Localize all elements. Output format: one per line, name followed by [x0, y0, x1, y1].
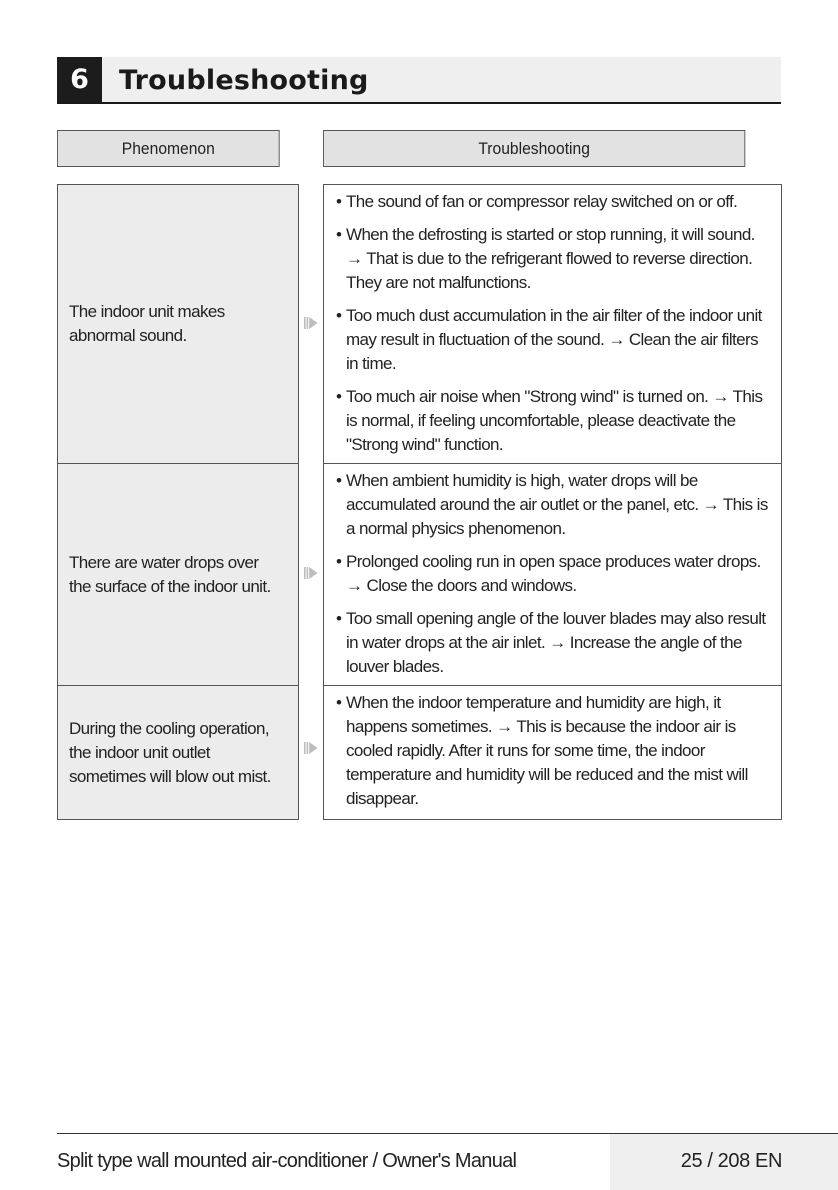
arrow-right-icon — [304, 566, 318, 580]
solution-item: • Too much dust accumulation in the air filter of the indoor unit may result in fluctuation of the sound. → Clean the air filters in time. — [336, 304, 771, 376]
solution-item: • The sound of fan or compressor relay switched on or off. — [336, 190, 771, 214]
solution-cell-3 — [323, 685, 782, 820]
solution-item: • When the indoor temperature and humidity are high, it happens sometimes. → This is because the indoor air is cooled rapidly. After it runs for some time, the indoor temperature and humidity will be reduced and the mist will disappear. — [336, 691, 771, 811]
footer-manual-title: Split type wall mounted air-conditioner / Owner's Manual — [57, 1150, 517, 1172]
solution-item: • Too small opening angle of the louver blades may also result in water drops at the air inlet. → Increase the angle of the louver blades. — [336, 607, 771, 679]
solution-cell-1 — [323, 184, 782, 464]
arrow-right-icon — [304, 741, 318, 755]
solution-item: • Too much air noise when "Strong wind" is turned on. → This is normal, if feeling uncomfortable, please deactivate the "Strong wind" function. — [336, 385, 771, 457]
solution-item: • Prolonged cooling run in open space produces water drops. → Close the doors and windows. — [336, 550, 771, 598]
column-header-troubleshooting-label: Troubleshooting — [478, 138, 590, 158]
footer-page-number: 25 / 208 EN — [680, 1150, 782, 1172]
phenomenon-text: The indoor unit makes abnormal sound. — [69, 302, 225, 345]
solution-cell-2 — [323, 463, 782, 686]
section-title: Troubleshooting — [119, 65, 369, 96]
section-number: 6 — [57, 57, 102, 102]
section-header — [57, 57, 781, 104]
column-header-troubleshooting — [323, 130, 745, 167]
phenomenon-cell-3 — [57, 685, 299, 820]
column-header-phenomenon-label: Phenomenon — [121, 138, 215, 158]
phenomenon-text: During the cooling operation, the indoor unit outlet sometimes will blow out mist. — [69, 718, 271, 786]
column-header-phenomenon — [57, 130, 280, 167]
arrow-right-icon — [304, 316, 318, 330]
phenomenon-cell-1 — [57, 184, 299, 464]
phenomenon-text: There are water drops over the surface of the indoor unit. — [69, 552, 271, 596]
solution-item: • When the defrosting is started or stop running, it will sound. → That is due to the refrigerant flowed to reverse direction. They are not malfunctions. — [336, 223, 771, 295]
phenomenon-cell-2 — [57, 463, 299, 686]
solution-item: • When ambient humidity is high, water drops will be accumulated around the air outlet or the panel, etc. → This is a normal physics phenomenon. — [336, 469, 771, 541]
